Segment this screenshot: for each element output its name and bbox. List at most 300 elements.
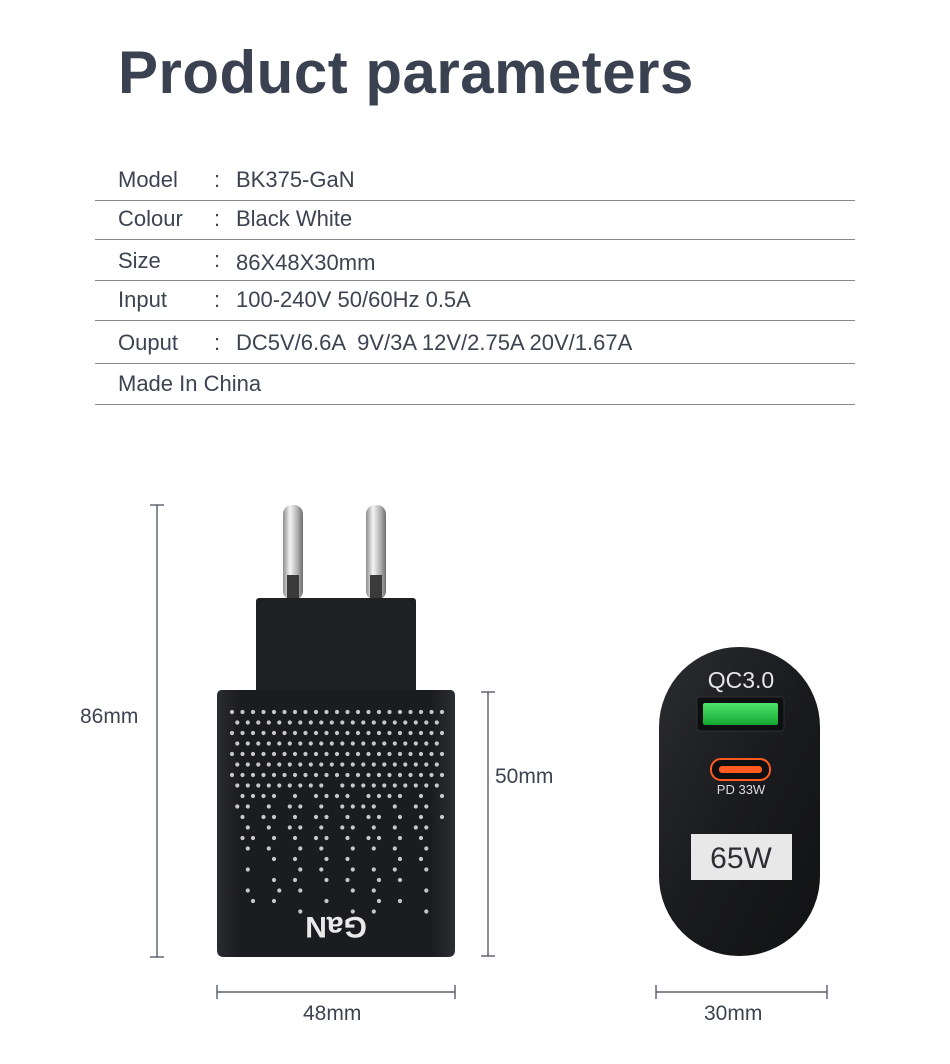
vent-dot — [230, 731, 234, 735]
vent-dot — [345, 836, 349, 840]
vent-dot — [414, 720, 418, 724]
vent-dot — [419, 794, 423, 798]
vent-dot — [324, 857, 328, 861]
vent-dot — [288, 804, 292, 808]
vent-dot — [230, 752, 234, 756]
vent-dot — [382, 762, 386, 766]
vent-dot — [309, 762, 313, 766]
vent-dot — [303, 710, 307, 714]
vent-dot — [440, 731, 444, 735]
vent-dot — [319, 804, 323, 808]
vent-dot — [377, 836, 381, 840]
dimension-label-height-body: 50mm — [495, 765, 554, 788]
dimension-line-depth — [656, 985, 827, 999]
vent-dot — [324, 836, 328, 840]
vent-dot — [240, 815, 244, 819]
vent-dot — [382, 783, 386, 787]
vent-dot — [319, 846, 323, 850]
vent-dot — [314, 794, 318, 798]
dimension-label-depth: 30mm — [704, 1002, 763, 1025]
vent-dot — [251, 899, 255, 903]
charger-side-view — [659, 647, 820, 956]
vent-dot — [408, 773, 412, 777]
spec-label: Ouput — [118, 330, 178, 355]
vent-dot — [272, 710, 276, 714]
spec-label: Model — [118, 167, 178, 192]
vent-dot — [314, 710, 318, 714]
usb-a-insert — [703, 703, 778, 725]
usb-c-insert — [719, 766, 762, 773]
vent-dot — [372, 909, 376, 913]
vent-dot — [340, 762, 344, 766]
vent-dot — [361, 804, 365, 808]
vent-dot — [393, 846, 397, 850]
vent-dot — [298, 783, 302, 787]
vent-dot — [424, 846, 428, 850]
vent-dot — [419, 710, 423, 714]
vent-dot — [240, 836, 244, 840]
vent-dot — [330, 762, 334, 766]
vent-dot — [298, 741, 302, 745]
vent-dot — [424, 825, 428, 829]
vent-dot — [408, 731, 412, 735]
vent-dot — [272, 815, 276, 819]
vent-dot — [335, 773, 339, 777]
vent-dot — [282, 773, 286, 777]
vent-dot — [246, 741, 250, 745]
vent-dot — [256, 720, 260, 724]
vent-dot — [440, 710, 444, 714]
vent-dot — [267, 720, 271, 724]
vent-dot — [319, 825, 323, 829]
vent-dot — [393, 783, 397, 787]
charger-front-view — [217, 505, 455, 957]
vent-dot — [435, 762, 439, 766]
vent-dot — [351, 720, 355, 724]
power-label: 65W — [710, 842, 772, 875]
vent-dot — [324, 878, 328, 882]
vent-dot — [235, 720, 239, 724]
vent-dot — [377, 794, 381, 798]
vent-dot — [298, 888, 302, 892]
vent-dot — [345, 794, 349, 798]
vent-dot — [272, 836, 276, 840]
side-body — [659, 647, 820, 956]
vent-dot — [314, 773, 318, 777]
plug-base — [256, 598, 416, 693]
vent-dot — [351, 804, 355, 808]
vent-dot — [335, 794, 339, 798]
vent-dot — [377, 899, 381, 903]
vent-dot — [435, 741, 439, 745]
vent-dot — [335, 710, 339, 714]
vent-dot — [272, 773, 276, 777]
spec-colon: : — [214, 206, 221, 231]
vent-dot — [377, 731, 381, 735]
vent-dot — [377, 752, 381, 756]
dimension-label-height-total: 86mm — [80, 705, 139, 728]
vent-dot — [372, 846, 376, 850]
vent-dot — [303, 731, 307, 735]
vent-dot — [424, 783, 428, 787]
vent-dot — [314, 752, 318, 756]
spec-value: BK375-GaN — [236, 167, 355, 192]
vent-dot — [324, 794, 328, 798]
vent-dot — [256, 762, 260, 766]
vent-dot — [314, 815, 318, 819]
vent-dot — [393, 741, 397, 745]
vent-dot — [398, 773, 402, 777]
vent-dot — [393, 804, 397, 808]
vent-dot — [366, 710, 370, 714]
vent-dot — [429, 710, 433, 714]
vent-dot — [293, 794, 297, 798]
vent-dot — [403, 762, 407, 766]
vent-dot — [235, 741, 239, 745]
spec-colon: : — [214, 167, 221, 192]
vent-dot — [440, 773, 444, 777]
vent-dot — [361, 762, 365, 766]
vent-dot — [230, 710, 234, 714]
vent-dot — [335, 731, 339, 735]
origin-text: Made In China — [118, 371, 262, 396]
vent-dot — [246, 888, 250, 892]
spec-colon: : — [214, 330, 221, 355]
vent-dot — [345, 731, 349, 735]
vent-dot — [398, 815, 402, 819]
vent-dot — [319, 720, 323, 724]
vent-dot — [340, 741, 344, 745]
vent-dot — [272, 899, 276, 903]
vent-dot — [293, 773, 297, 777]
vent-dot — [393, 825, 397, 829]
vent-dot — [419, 773, 423, 777]
vent-dot — [246, 846, 250, 850]
vent-dot — [429, 752, 433, 756]
vent-dot — [414, 762, 418, 766]
vent-dot — [351, 888, 355, 892]
vent-dot — [366, 815, 370, 819]
vent-dot — [403, 783, 407, 787]
vent-dot — [398, 731, 402, 735]
vent-dot — [398, 899, 402, 903]
vent-dot — [377, 773, 381, 777]
vent-dot — [408, 710, 412, 714]
vent-dot — [314, 836, 318, 840]
vent-dot — [288, 741, 292, 745]
vent-dot — [319, 783, 323, 787]
vent-dot — [288, 825, 292, 829]
vent-dot — [261, 752, 265, 756]
vent-dot — [414, 783, 418, 787]
spec-value: 86X48X30mm — [236, 250, 376, 275]
vent-dot — [345, 752, 349, 756]
vent-dot — [324, 899, 328, 903]
vent-dot — [298, 804, 302, 808]
vent-dot — [377, 815, 381, 819]
vent-dot — [267, 741, 271, 745]
vent-dot — [387, 752, 391, 756]
vent-dot — [372, 741, 376, 745]
vent-dot — [382, 741, 386, 745]
vent-dot — [345, 710, 349, 714]
vent-dot — [414, 825, 418, 829]
vent-dot — [288, 720, 292, 724]
vent-dot — [246, 762, 250, 766]
vent-dot — [345, 857, 349, 861]
vent-dot — [372, 720, 376, 724]
spec-value: Black White — [236, 206, 353, 231]
vent-dot — [288, 762, 292, 766]
vent-dot — [419, 836, 423, 840]
vent-dot — [246, 720, 250, 724]
vent-dot — [424, 804, 428, 808]
vent-dot — [261, 710, 265, 714]
vent-dot — [356, 752, 360, 756]
vent-dot — [398, 752, 402, 756]
vent-dot — [424, 909, 428, 913]
vent-dot — [293, 752, 297, 756]
vent-dot — [435, 783, 439, 787]
vent-dot — [340, 783, 344, 787]
vent-dot — [272, 731, 276, 735]
vent-dot — [424, 762, 428, 766]
vent-dot — [235, 762, 239, 766]
vent-dot — [351, 846, 355, 850]
vent-dot — [398, 710, 402, 714]
vent-dot — [256, 783, 260, 787]
spec-value: 100-240V 50/60Hz 0.5A — [236, 287, 471, 312]
vent-dot — [240, 710, 244, 714]
vent-dot — [314, 731, 318, 735]
vent-dot — [277, 720, 281, 724]
vent-dot — [251, 836, 255, 840]
vent-dot — [372, 762, 376, 766]
vent-dot — [319, 762, 323, 766]
dimension-line-height-total — [150, 505, 164, 957]
vent-dot — [340, 804, 344, 808]
vent-dot — [293, 815, 297, 819]
vent-dot — [282, 731, 286, 735]
vent-dot — [372, 888, 376, 892]
vent-dot — [246, 867, 250, 871]
vent-dot — [335, 752, 339, 756]
vent-dot — [251, 731, 255, 735]
vent-dot — [240, 794, 244, 798]
vent-dot — [303, 773, 307, 777]
vent-dot — [277, 783, 281, 787]
vent-dot — [282, 752, 286, 756]
vent-dot — [424, 867, 428, 871]
vent-dot — [424, 888, 428, 892]
vent-dot — [235, 804, 239, 808]
vent-dot — [372, 783, 376, 787]
vent-dot — [261, 773, 265, 777]
vent-dot — [366, 773, 370, 777]
vent-dot — [293, 710, 297, 714]
vent-dot — [319, 867, 323, 871]
vent-dot — [324, 815, 328, 819]
vent-dot — [272, 794, 276, 798]
vent-dot — [267, 783, 271, 787]
spec-label: Input — [118, 287, 167, 312]
vent-dot — [387, 794, 391, 798]
vent-dot — [261, 731, 265, 735]
vent-dot — [429, 773, 433, 777]
vent-dot — [366, 752, 370, 756]
vent-dot — [330, 720, 334, 724]
vent-dot — [256, 741, 260, 745]
vent-dot — [372, 867, 376, 871]
vent-dot — [377, 710, 381, 714]
vent-dot — [398, 794, 402, 798]
vent-dot — [303, 752, 307, 756]
vent-dot — [298, 846, 302, 850]
vent-dot — [398, 878, 402, 882]
spec-colon: : — [214, 287, 221, 312]
vent-dot — [419, 857, 423, 861]
vent-dot — [387, 773, 391, 777]
vent-dot — [309, 783, 313, 787]
vent-dot — [267, 846, 271, 850]
vent-dot — [424, 720, 428, 724]
vent-dot — [240, 752, 244, 756]
vent-dot — [356, 710, 360, 714]
vent-dot — [387, 710, 391, 714]
vent-dot — [293, 731, 297, 735]
vent-dot — [435, 720, 439, 724]
dimension-line-height-body — [481, 692, 495, 956]
vent-dot — [298, 867, 302, 871]
vent-dot — [393, 762, 397, 766]
vent-dot — [419, 731, 423, 735]
vent-dot — [277, 762, 281, 766]
vent-dot — [403, 720, 407, 724]
vent-dot — [351, 825, 355, 829]
vent-dot — [298, 825, 302, 829]
vent-dot — [309, 741, 313, 745]
vent-dot — [345, 773, 349, 777]
vent-dot — [261, 815, 265, 819]
vent-dot — [246, 804, 250, 808]
vent-dot — [340, 825, 344, 829]
spec-label: Size — [118, 248, 161, 273]
vent-dot — [240, 731, 244, 735]
vent-dot — [293, 836, 297, 840]
vent-dot — [298, 720, 302, 724]
vent-dot — [414, 804, 418, 808]
vent-dot — [240, 773, 244, 777]
vent-dot — [272, 878, 276, 882]
vent-dot — [440, 815, 444, 819]
vent-dot — [324, 710, 328, 714]
vent-dot — [424, 741, 428, 745]
vent-dot — [429, 731, 433, 735]
vent-dot — [419, 815, 423, 819]
vent-dot — [324, 752, 328, 756]
vent-dot — [387, 731, 391, 735]
vent-dot — [351, 762, 355, 766]
vent-dot — [414, 741, 418, 745]
vent-dot — [267, 825, 271, 829]
vent-dot — [251, 794, 255, 798]
vent-dot — [440, 794, 444, 798]
vent-dot — [361, 783, 365, 787]
vent-dot — [377, 878, 381, 882]
vent-dot — [366, 794, 370, 798]
vent-dot — [251, 773, 255, 777]
vent-dot — [267, 762, 271, 766]
vent-dot — [382, 720, 386, 724]
vent-dot — [351, 867, 355, 871]
vent-dot — [251, 710, 255, 714]
vent-dot — [272, 752, 276, 756]
vent-dot — [293, 878, 297, 882]
vent-dot — [267, 804, 271, 808]
vent-dot — [309, 720, 313, 724]
vent-dot — [356, 731, 360, 735]
vent-dot — [361, 720, 365, 724]
vent-dot — [261, 794, 265, 798]
dimension-label-width: 48mm — [303, 1002, 362, 1025]
dimension-line-width — [217, 985, 455, 999]
vent-dot — [361, 741, 365, 745]
vent-dot — [246, 825, 250, 829]
vent-dot — [398, 857, 402, 861]
vent-dot — [440, 752, 444, 756]
vent-dot — [356, 773, 360, 777]
vent-dot — [251, 752, 255, 756]
vent-dot — [398, 836, 402, 840]
vent-dot — [351, 741, 355, 745]
vent-dot — [246, 783, 250, 787]
page-title: Product parameters — [118, 39, 694, 106]
vent-dot — [393, 867, 397, 871]
vent-dot — [319, 741, 323, 745]
spec-colon: : — [214, 247, 221, 272]
vent-dot — [372, 804, 376, 808]
vent-dot — [230, 773, 234, 777]
vent-dot — [235, 783, 239, 787]
vent-dot — [340, 720, 344, 724]
vent-dot — [366, 731, 370, 735]
qc-label: QC3.0 — [707, 667, 775, 693]
gan-logo: GaN — [305, 910, 367, 943]
vent-dot — [345, 878, 349, 882]
vent-dot — [298, 909, 302, 913]
vent-dot — [277, 888, 281, 892]
vent-dot — [288, 783, 292, 787]
vent-dot — [403, 741, 407, 745]
vent-dot — [345, 815, 349, 819]
vent-dot — [293, 857, 297, 861]
vent-dot — [277, 741, 281, 745]
vent-dot — [324, 773, 328, 777]
vent-dot — [393, 720, 397, 724]
vent-dot — [351, 783, 355, 787]
vent-dot — [282, 710, 286, 714]
vent-dot — [298, 762, 302, 766]
vent-dot — [330, 741, 334, 745]
vent-dot — [372, 825, 376, 829]
vent-dot — [272, 857, 276, 861]
vent-dot — [408, 752, 412, 756]
spec-label: Colour — [118, 206, 183, 231]
vent-dot — [419, 752, 423, 756]
vent-dot — [324, 731, 328, 735]
spec-value: DC5V/6.6A 9V/3A 12V/2.75A 20V/1.67A — [236, 330, 633, 355]
pd-label: PD 33W — [716, 782, 766, 797]
